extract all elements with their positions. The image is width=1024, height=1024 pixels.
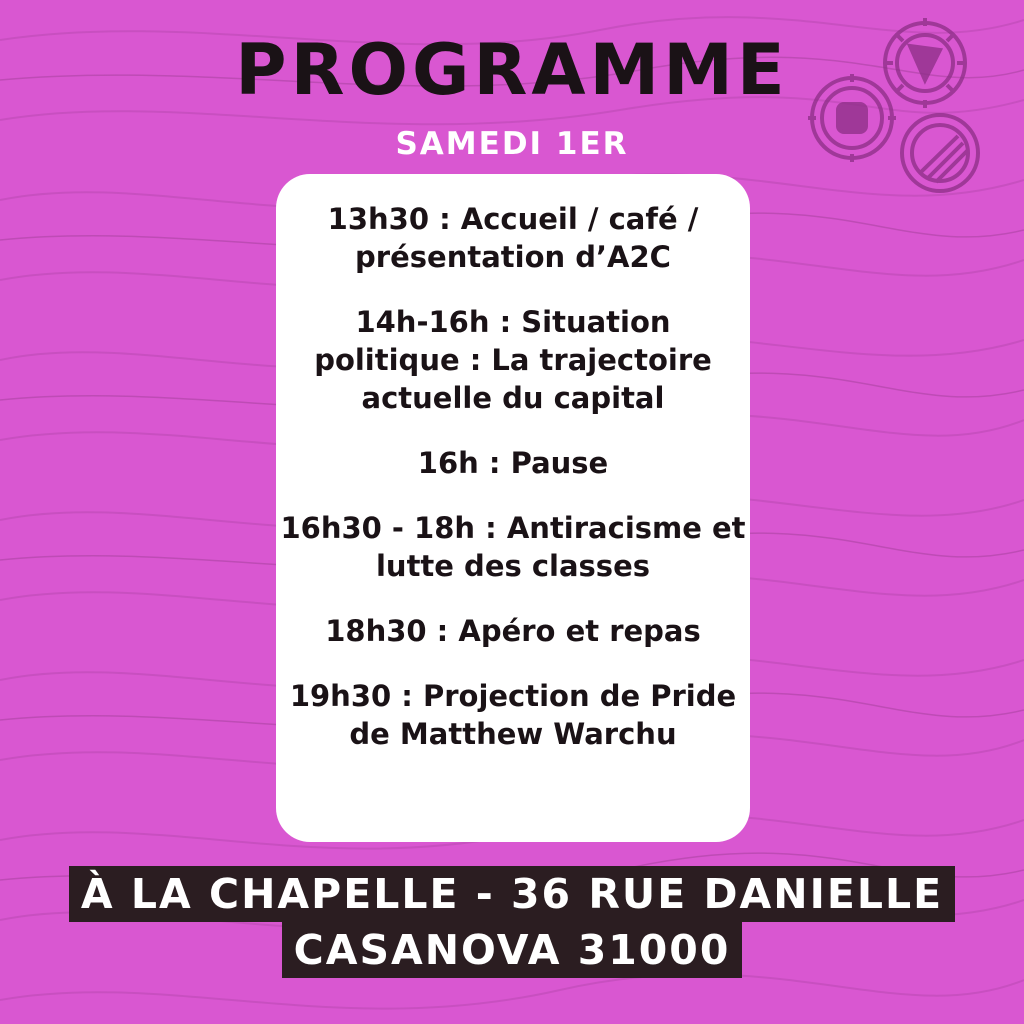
page-subtitle: SAMEDI 1ER <box>395 126 629 162</box>
schedule-time: 13h30 <box>327 202 429 236</box>
schedule-time: 16h30 - 18h <box>280 511 476 545</box>
schedule-desc: Projection de Pride de Matthew Warchu <box>349 679 737 751</box>
address-line-1: À LA CHAPELLE - 36 RUE DANIELLE <box>69 866 955 922</box>
schedule-desc: Situation politique : La trajectoire actuelle du capital <box>314 305 712 415</box>
address-block <box>0 866 1024 978</box>
compass-gear-icon <box>885 18 965 108</box>
schedule-time: 19h30 <box>289 679 392 713</box>
schedule-item: 13h30 : Accueil / café / présentation d’A2C <box>327 202 699 274</box>
schedule-item: 19h30 : Projection de Pride de Matthew Warchu <box>289 679 737 751</box>
claw-emblem-icon <box>902 115 978 191</box>
schedule-list <box>276 200 750 780</box>
address-line-2: CASANOVA 31000 <box>282 922 743 978</box>
schedule-item: 14h-16h : Situation politique : La trajectoire actuelle du capital <box>314 305 712 415</box>
schedule-desc: Antiracisme et lutte des classes <box>375 511 746 583</box>
schedule-item: 16h : Pause <box>417 446 609 480</box>
schedule-desc: Accueil / café / présentation d’A2C <box>355 202 699 274</box>
schedule-desc: Apéro et repas <box>458 614 701 648</box>
fists-emblem-icon <box>808 74 896 162</box>
page-title: PROGRAMME <box>235 29 789 111</box>
schedule-time: 14h-16h <box>355 305 490 339</box>
schedule-time: 18h30 <box>325 614 427 648</box>
emblem-group <box>800 8 1000 198</box>
schedule-item: 16h30 - 18h : Antiracisme et lutte des classes <box>280 511 746 583</box>
schedule-time: 16h <box>417 446 479 480</box>
schedule-desc: Pause <box>510 446 609 480</box>
schedule-item: 18h30 : Apéro et repas <box>325 614 701 648</box>
